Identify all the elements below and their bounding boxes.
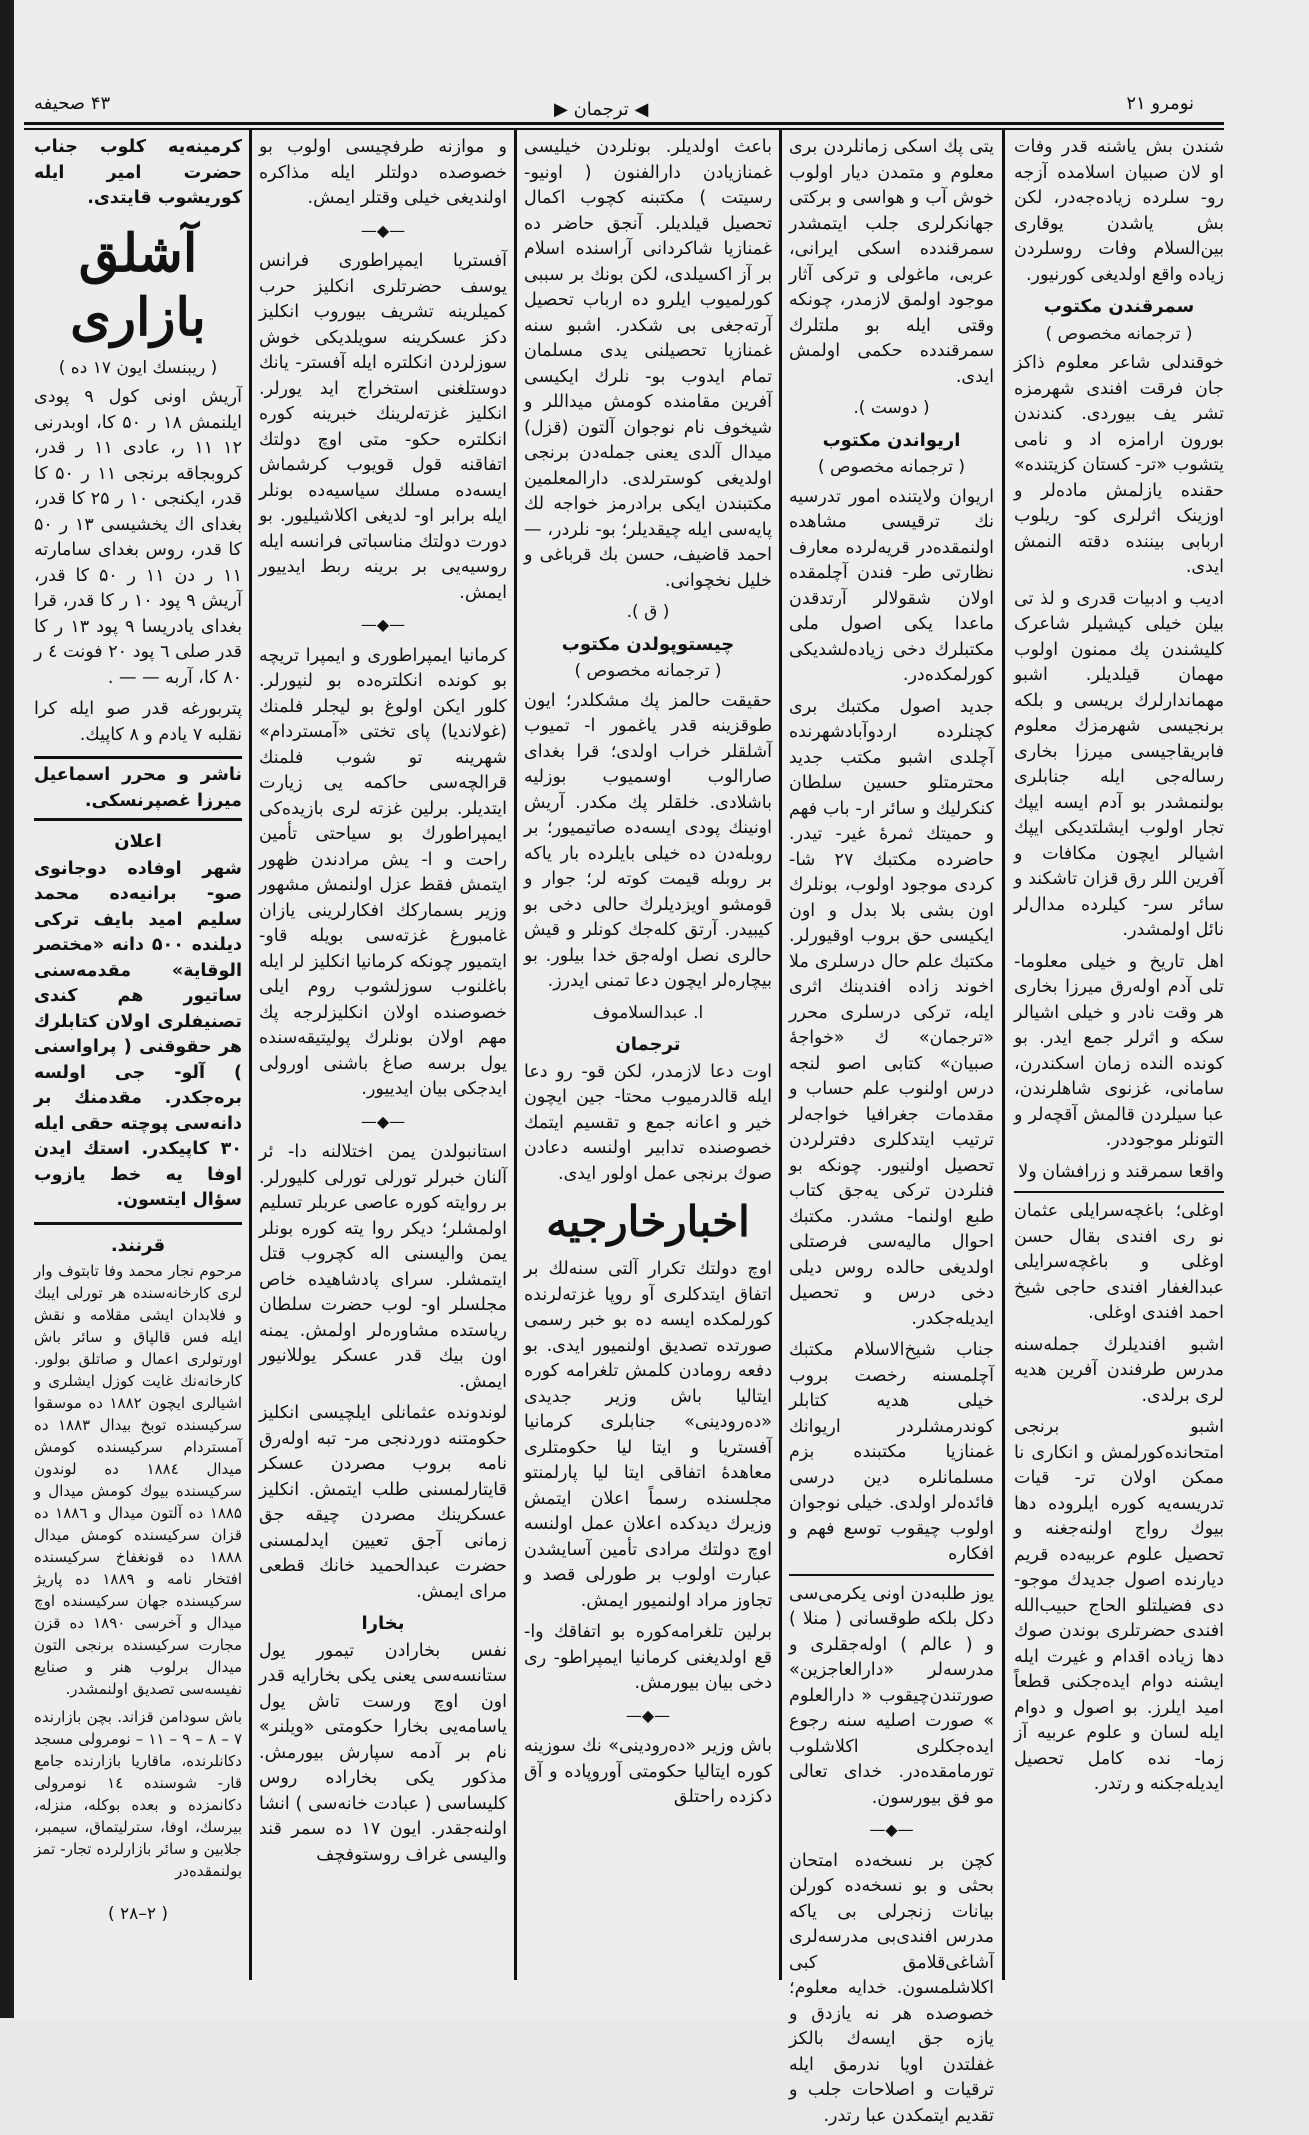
article-text: باش وزیر «ده‌رودینی» نك سوزینه کوره ایتالیا حکومتی آوروپاده و آق دکزده راحتلق: [524, 1736, 772, 1807]
article-text: یوز طلبه‌دن اونی یکرمی‌سی دکل بلکه طوقسانی ( منلا ) و ( عالم ) اوله‌جقلری و مدرسه‌لر «دارالعاجزین» صورتندن‌چیقوب « دارالعلوم » صورت اصلیه سنه رجوع ایده‌جکلری اکلاشلوب تورمامقده‌در. خدای تعالی مو فق بیورسون.: [789, 1583, 994, 1808]
article-text: خوقندلی شاعر معلوم ذاکز جان فرقت افندی شهرمزه تشر یف بیوردی. کندندن بورون ارامزه اد و نامی یتشوب «تر- کستان کزیتنده» حقنده یازلمش مادەلر و اوزینک اثرلری کو- ریلوب اربابی بیننده دقته النمش ایدی.: [1014, 353, 1224, 577]
article-text: اشبو افندیلرك جمله‌سنه مدرس طرفندن آفرین هدیه لری برلدی.: [1014, 1334, 1224, 1406]
column-1: [1014, 135, 1224, 1804]
newspaper-page: [14, 0, 1309, 2126]
market-title: آشلق بازاری: [70, 222, 206, 348]
column-divider: [779, 130, 782, 1980]
article-text: اشبو برنجی امتحانده‌کورلمش و انکاری نا ممکن اولان تر- قیات تدریسه‌یه کوره ایلروده دها بیوك رواج اولنه‌جغنه و تحصیل علوم عربیه‌ده قریم دیارنده اصول جدیدك موجو- دی فضیلتلو الحاج حبیب‌الله افندی حضرتلری بوندن صوك دها زیاده اقدام و غیرت ایله ایشنه دوام ایده‌جکنی قطعاً امید ایلرز. بو اصول و دوام ایله لسان و علوم عربیه آز زما- نده کامل تحصیل ایدیله‌جکنه و رتدر.: [1014, 1417, 1224, 1794]
paper-name: ترجمان: [573, 99, 629, 120]
article-text: اهل تاریخ و خیلی معلوما- تلی آدم اولەرق میرزا بخاری هر وقت نادر و خیلی اشیالر سکه و اثرلر جمع ایدر. بو کونده النده زمان اسکندرن، سامانی، غزنوی شاهلرندن، عبا سیلردن قالمش آقچەلر و التونلر موجوددر.: [1014, 951, 1224, 1150]
ornament-divider: —◆—: [625, 1705, 671, 1725]
issue-number: نومرو ۲۱: [1126, 93, 1194, 114]
article-text: کرمینه‌یه کلوب جناب حضرت امیر ایله کوریشوب قایتدی.: [34, 137, 242, 208]
article-text: یتی پك اسکی زمانلردن بری معلوم و متمدن دیار اولوب خوش آب و هواسی و برکتی جهانکرلری جلب ایتمشدر سمرقندده اسکی ایرانی، عربی، ماغولی و ترکی آثار موجود اولمق لازمدر، چونکه وقتی ایله بو ملتلرك سمرقندده حکمی اولمش ایدی.: [789, 137, 994, 387]
article-text: ادیب و ادبیات قدری و لذ تی بیلن خیلی کیشیلر شاعرک کلیشندن پك ممنون اولوب مهمان قیلدیلر. اشبو مهماندارلرك بریسی و بلکه برنجیسی شهرمزك معلوم فابریقاجیسی میرزا بخاری رساله‌جی ایله جنابلری بولنمشدر بو آدم ایسه ایپك تجار اولوب ایشلتدیکی ایپك اشیالر ایچون مکافات و آفرین اللر رق قزان تاشکند و سائر سر- کیلرده مدال‌لر نائل اولمشدر.: [1014, 588, 1224, 940]
ornament-divider: —◆—: [360, 220, 406, 240]
divider: [34, 1222, 242, 1225]
signature: ا. عبدالسلاموف: [592, 1002, 704, 1023]
article-text: واقعا سمرقند و زرافشان ولا: [1018, 1161, 1224, 1182]
article-text: شندن بش یاشنه قدر وفات او لان صبیان اسلامده آزجه رو- سلرده زیاده‌جه‌در، لکن بش یاشدن یوقاری بین‌السلام وفات روسلردن زیاده واقع اولدیغی کورنیور.: [1014, 137, 1224, 285]
masthead-title: ◀ ترجمان ▶: [554, 99, 649, 120]
article-text: آریش اونی کول ۹ پودی ایلنمش ۱۸ ر ۵۰ کا، اوبدرنی ۱۲ ۱۱ ر، عادی ۱۱ ر قدر، کروبجاقه برنجی ۱۱ ر ۵۰ کا قدر، ایکنجی ۱۰ ر ۲۵ کا قدر، بغدای اك یخشیسی ۱۳ ر ۵۰ کا قدر، روس بغدای سامارته ۱۱ ر دن ۱۱ ر ۵۰ کا قدر، آریش ۹ پود ۱۰ ر کا قدر، قرا بغدای یادریسا ۹ پود ۱۳ ر کا قدر صلی ٦ پود ۲۰ فونت ٤ ر ۸۰ کا، آربه — — .: [34, 387, 243, 688]
ad-text: مرحوم نجار محمد وفا تابتوف وار لری کارخانه‌سنده هر تورلی ایبك و فلابدان ایشی مقلامه و نقش ایله فس قالپاق و سائر باش اورتولری اعمال و صاتلق بولور. کارخانه‌نك غایت کوزل ایشلری و اشیالری ایچون ۱۸۸۲ ده موسقوا سرکیسنده توبخ بیدال ۱۸۸۳ ده آمستردام سرکیسنده کومش میدال ۱۸۸٤ ده لوندون سرکیسنده بیوك کومش میدال و ۱۸۸۵ ده آلتون میدال و ۱۸۸٦ ده قزان سرکیسنده کومش میدال ۱۸۸۸ ده قونغفاخ سرکیسنده افتخار نامه و ۱۸۸۹ ده پاریژ سرکیسنده جهان سرکیسنده اوچ میدال و آخرسی ۱۸۹۰ ده قزن مجارت سرکیسنده برنجی التون میدال برلوب هنر و صنایع نفیسه‌سی تصدیق اولنمشدر.: [34, 1262, 243, 1698]
article-text: اریوان ولایتنده امور تدرسیه نك ترقیسی مشاهده اولنمقده‌در قریەلرده معارف نظارتی طر- فندن آچلمقده اولان شقولالر آرتدقدن ماعدا یکی اصول ملی مکتبلرك دخی زیاده‌لشدیکی کورلمکده‌در.: [789, 486, 994, 685]
article-text: کچن بر نسخه‌ده امتحان بحثی و بو نسخه‌ده کورلن بیانات زنجرلی بی یاکه مدرس افندی‌بی مدرسه‌لری آشاغی‌قلامق کبی اکلاشلمسون. خدایه معلوم؛ خصوصده هر نه یازدق و یازه جق ایسه‌ك بالکز غفلتدن اویا ندرمق ایله ترقیات و اصلاحات جلب و تقدیم ایتمکدن عبا رتدر.: [789, 1850, 994, 2126]
signature: ( ق ).: [626, 602, 670, 622]
column-3: [524, 135, 772, 1817]
column-2: [789, 135, 994, 2135]
article-text: باعث اولدیلر. بونلردن خیلیسی غمنازیادن دارالفنون ( اونیو- رسیتت ) مکتبنه کچوب اکمال تحصیل قیلدیلر. آنجق حاضر ده غمنازیا شاکردانی آراسنده اسلام بر آز اکسیلدی، لکن بونك بر سببی کورلمیوب ایلرو ده ارباب تحصیل آرتەجغی بی شکدر. اشبو سنه غمنازیا تحصیلنی یدی مسلمان تمام ایدوب بو- نلرك ایکیسی آفرین مقامنده کومش میداللر و شیخوف نام نوجوان آلتون (قزل) میدال آلدی یعنی جمله‌دن برنجی اولدیغی کوسترلدی. دارالمعلمین مکتبندن ایکی برادرمز خواجه لك پایەسی ایله چیقدیلر؛ بو- نلردر، — احمد قاضیف، حسن بك قرباغی و خلیل نخچوانی.: [524, 137, 772, 591]
article-text: حقیقت حالمز پك مشکلدر؛ ایون طوقزینه قدر یاغمور ا- تمیوب آشلقلر خراب اولدی؛ قرا بغدای صارالوب اوسمیوب بوزلیه باشلادی. خلقلر پك مکدر. آریش اونینك پودی ایسه‌ده صاتیمیور؛ بر روبلەدن ده خیلی بایلرده بار یاکه بر روبله قیمت کوته لر؛ جوار و قومشو اویزدیلرك حالی دخی بو کیبیدر. آرتق کله‌جك کونلر و قیش حالری نصل اوله‌جق خدا بیلور. بو بیچاره‌لر ایچون دعا تمنی ایدرز.: [524, 690, 772, 991]
scan-edge: [0, 0, 14, 2018]
section-heading: اعلان: [114, 831, 162, 852]
publisher-line: ناشر و محرر اسماعیل میرزا غصپرنسکی.: [34, 756, 242, 821]
foreign-news-title: اخبارخارجیه: [546, 1197, 750, 1246]
ornament-divider: —◆—: [869, 1820, 914, 1839]
divider: [1014, 1191, 1224, 1193]
section-heading: ترجمان: [615, 1034, 681, 1055]
ornament-divider: —◆—: [360, 1111, 406, 1131]
article-text: پتربورغه قدر صو ایله کرا نقلبه ۷ یادم و ۸ کاپیك.: [34, 699, 242, 745]
section-heading: چیستوپولدن مکتوب: [561, 633, 735, 655]
masthead: [14, 85, 1244, 125]
ornament-divider: —◆—: [360, 615, 406, 634]
page-number: ۴۳ صحیفه: [34, 93, 111, 114]
divider: [789, 1574, 994, 1576]
column-divider: [249, 130, 252, 1980]
article-text: جدید اصول مکتبك بری کچنلرده اردوآبادشهرنده آچلدی اشبو مکتب جدید محترمتلو حسین سلطان کنکرلیك و سائر ار- باب فهم و حمیتك ثمرهٔ غیر- تیدر. حاضرده مکتبك ۲۷ شا- کردی موجود اولوب، بونلرك اون بشی بلا بدل و اون ایکیسی حق بروب اوقیورلر. مکتبك علم حال درسلری ملا اخوند زاده افندینك اثری ایله، ترکی درسلری محرر «ترجمان» ك «خواجهٔ صبیان» کتابی اصو لنجه درس اولنوب علم حساب و مقدمات جغرافیا خواجه‌لر ترتیب ایتدکلری دفترلردن تحصیل اولنیور. چونکه بو فنلردن ترکی یه‌جق کتاب طبع اولنما- مشدر. مکتبك احوال مالیه‌سی فرصتلی اولدیغی حالده روس دیلی دخی درس و تحصیل ایدیله‌جکدر.: [789, 696, 994, 1329]
section-heading: قرنند.: [110, 1234, 166, 1256]
article-text: جناب شیخ‌الاسلام مکتبك آچلمسنه رخصت بروب خیلی هدیه کتابلر کوندرمشلردر اریوانك غمنازیا مکتبنده بزم مسلمانلره دین درسی فائده‌لر اولدی. خیلی نوجوان اولوب چیقوب توسع فهم و افکاره: [789, 1340, 994, 1564]
section-heading: بخارا: [361, 1613, 405, 1634]
masthead-rule-2: [24, 128, 1224, 130]
signature: ( دوست ).: [853, 398, 930, 418]
column-divider: [514, 130, 517, 1980]
section-heading: سمرقندن مکتوب: [1043, 296, 1195, 317]
article-text: لوندونده عثمانلی ایلچیسی انکلیز حکومتنه دوردنجی مر- تبه اولەرق نامه بروب مصردن عسکر قایتارلمسنی طلب ایتمش. انکلیز عسکرینك مصردن چیقه جق زمانی آجق تعیین ایدلمسنی حضرت عبدالحمید خانك قطعی مرای ایمش.: [259, 1403, 507, 1602]
column-4: [259, 135, 507, 1874]
section-subheading: ( ترجمانه مخصوص ): [574, 661, 722, 681]
market-date: ( ریبنسك ایون ۱۷ ده ): [58, 357, 218, 378]
article-text: استانبولدن یمن اختلالنه دا- ئر آلنان خبرلر تورلی تورلی کلیورلر. بر روایته کوره عاصی عربلر تسلیم اولمشلر؛ دیکر روا یته کوره بونلر یمن والیسنی اله کچروب قتل ایتمشلر. سرای پادشاهیده خاص مجلسلر او- لوب حضرت سلطان ریاستده مشاورەلر اولمش. یمنه اون بیك قدر عسکر یوللانیور ایمش.: [259, 1142, 507, 1392]
article-text: کرمانیا ایمپراطوری و ایمپرا تریچه بو کونده انکلترەده بو لنیورلر. کلور ایکن اولوغ بو لیجلر فلمنك (غولاندیا) پای تختی «آمستردام» شهرینه تو شوب فلمنك قرالچه‌سی حاکمه یی زیارت ایتدیلر. برلین غزته لری بازیده‌کی ایمپراطورك بو سیاحتی تأمین راحت و ا- یش مرادندن ظهور ایتمش فقط عزل اولنمش مشهور وزیر بسمارکك افکارلرینی یازان غامبورغ غزته‌سی بویله قاو- ایتمیور چونکه کرمانیا انکلیز لر ایله باغلنوب سوزلشوب روم ایلی خصوصنده اولان انکلیزلرجه پك مهم اولان بونلرك پولیتیقه‌سنده یول برسه صاغ باشنی اورولی ایدجکی بیان ایدییور.: [259, 645, 507, 1099]
article-text: اوت دعا لازمدر، لکن قو- رو دعا ایله قالدرمیوب محتا- جین ایچون خیر و اعانه جمع و تقسیم ایتمك خصوصنده تدابیر اولنسه دعادن صوك برنجی عمل اولور ایدی.: [524, 1061, 772, 1184]
ad-text: شهر اوفاده دوجانوی صو- برانیه‌ده محمد سلیم امید بایف ترکی دیلنده ۵۰۰ دانه «مختصر الوقایة» مقدمه‌سنی ساتیور هم کندی تصنیفلری اولان کتابلرك هر حقوقنی ( پراواسنی ) آلو- جی اولسه بره‌جکدر. مقدمنك بر دانه‌سی پوچته حقی ایله ۳۰ کاپیکدر. استك ایدن اوفا یه خط یازوب سؤال ایتسون.: [34, 858, 242, 1210]
article-text: آفستریا ایمپراطوری فرانس یوسف حضرتلری انکلیز حرب کمیلرینه تشریف بیوروب انکلیز دکز عسکرینه سویلدیکی خوش سوزلردن انکلتره ایله آفستر- یانك دوستلغنی استخراج اید یورلر. انکلیز غزته‌لرینك خبرینه کوره انکلتره حکو- متی اوچ دولتك اتفاقنه قول قویوب کرشماش ایسه‌ده مسلك سیاسیه‌ده بونلر ایله برابر او- لدیغی اکلاشیلیور. بو دورت دولتك مناسباتی فرانسه ایله روسیه‌یی بر برینه ربط ایدییور ایمش.: [259, 251, 507, 603]
article-text: اوغلی؛ باغچه‌سرایلی عثمان نو ری افندی بقال حسن اوغلی و باغچه‌سرایلی عبدالغفار افندی حاجی شیخ احمد افندی اوغلی.: [1014, 1201, 1224, 1323]
article-text: و موازنه طرفچیسی اولوب بو خصوصده دولتلر ایله مذاکره اولندیغی خیلی وقتلر ایمش.: [259, 137, 507, 208]
section-subheading: ( ترجمانه مخصوص ): [817, 457, 966, 477]
article-text: برلین تلغرامه‌کوره بو اتفاقك وا- قع اولدیغنی کرمانیا ایمپراطو- ری دخی بیان بیورمش.: [524, 1622, 772, 1693]
masthead-rule: [24, 122, 1224, 125]
article-text: اوچ دولتك تکرار آلتی سنه‌لك بر اتفاق ایتدکلری آو روپا غزته‌لرنده کورلمکده ایسه ده بو خبر رسمی صورتده تصدیق اولنمیور ایدی. بو دفعه رومادن کلمش تلغرامه کوره ایتالیا باش وزیر جدیدی «ده‌رودینی» جنابلری کرمانیا آفستریا و ایتا لیا حکومتلری معاهدهٔ اتفاقی ایتا لیا پارلمنتو مجلسنده رسماً اعلان ایتمش وزیرك دیدکده اعلان عمل اولنسه اوچ دولتك مرادی تأمین آسایشدن عبارت اولوب بر طورلی قصد و تجاوز مراد اولنمیور ایمش.: [524, 1259, 772, 1611]
section-heading: اریواندن مکتوب: [822, 429, 961, 451]
column-divider: [1002, 130, 1005, 1980]
article-text: نفس بخارادن تیمور یول ستانسه‌سی یعنی یکی بخارایه قدر اون اوچ ورست تاش یول یاسامه‌یی بخارا حکومتی «ویلنر» نام بر آدمه سپارش بیورمش. مذکور یکی بخاراده روس کلیساسی ( عبادت خانه‌سی ) انشا اولنه‌جقدر. ایون ۱۷ ده سمر قند والیسی غراف روستوفچف: [259, 1640, 507, 1865]
column-5: [34, 135, 242, 1928]
ad-text: باش سودامن قزاند. بچن بازارنده ۷ – ۸ – ۹ – ۱۱ – نومرولی مسجد دکانلرنده، ماقاریا بازارنده جامع قار- شوسنده ۱٤ نومرولی دکانمزده و بعده بوکله، منزله، بیرسك، اوفا، سترلیتماق، سیمبر، جلابین و سائر بازارلرده تجار- تمز بولنمقده‌در: [34, 1708, 243, 1880]
ad-code: ( ۲–۲۸ ): [108, 1904, 168, 1924]
section-subheading: ( ترجمانه مخصوص ): [1045, 323, 1193, 344]
